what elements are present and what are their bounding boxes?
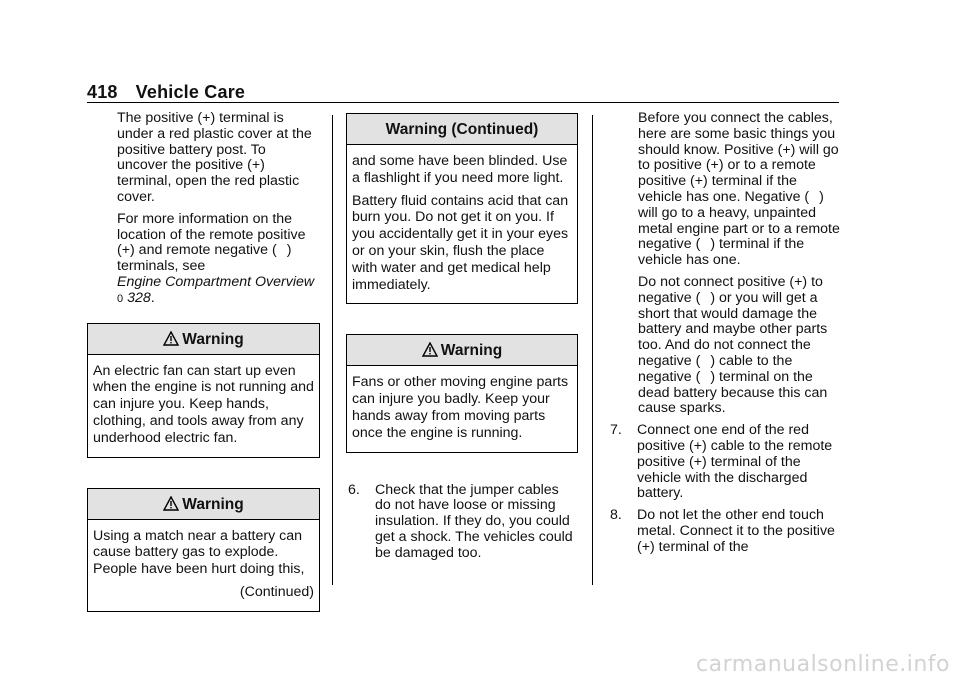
paragraph-positive-terminal: The positive (+) terminal is under a red plastic cover at the positive battery post. To uncover the positive (+) terminal, open the red plastic cover.	[117, 110, 312, 205]
step-text: Connect one end of the red positive (+) cable to the remote positive (+) terminal of the vehicle with the discharged battery.	[637, 422, 833, 502]
warning-header	[347, 335, 577, 366]
warning-header: Warning (Continued)	[347, 114, 577, 145]
warning-header	[88, 489, 319, 520]
warning-triangle-icon	[163, 491, 179, 523]
warning-body	[347, 366, 577, 451]
step-number: 7.	[610, 422, 622, 439]
watermark: carmanualsonline.info	[696, 652, 950, 677]
column-3	[608, 111, 840, 562]
page-ref-icon: 0	[117, 292, 124, 305]
warning-body	[88, 355, 319, 457]
warning-text-battery-gas: Using a match near a battery can cause battery gas to explode. People have been hurt doing this,	[93, 527, 305, 578]
column-1	[87, 111, 320, 642]
step-8	[608, 508, 840, 555]
warning-triangle-icon	[422, 337, 438, 369]
text-part: ) terminal on the dead battery because this can cause sparks.	[638, 368, 828, 417]
paragraph-basics	[608, 111, 840, 269]
warning-body	[88, 520, 319, 611]
warning-title: Warning	[182, 330, 244, 348]
page-header	[87, 82, 245, 103]
step-number: 8.	[610, 507, 622, 524]
text-part: ) cable to the negative (	[638, 352, 793, 385]
step-text: Check that the jumper cables do not have loose or missing insulation. If they do, you could get a shock. The vehicles could be damaged too.	[375, 481, 573, 561]
warning-title: Warning	[440, 342, 503, 360]
step-6	[346, 483, 578, 562]
column-2	[346, 113, 578, 568]
step-number: 6.	[348, 481, 360, 498]
warning-box-moving-parts	[346, 334, 578, 452]
warning-box-continued	[346, 113, 578, 304]
step-text: Do not let the other end touch metal. Connect it to the positive (+) terminal of the	[637, 507, 835, 555]
text-part: ) will go to a heavy, unpainted metal engine part or to a remote negative (	[638, 188, 840, 253]
page-number: 418	[87, 82, 118, 102]
warning-title: Warning	[182, 495, 244, 513]
step-7	[608, 423, 840, 502]
header-divider	[87, 102, 839, 103]
column-divider-2	[592, 115, 593, 585]
warning-box-electric-fan	[87, 323, 320, 458]
warning-text-fan: An electric fan can start up even when the engine is not running and can injure you. Keep hands, clothing, and tools away from any underhood electric fan.	[93, 362, 314, 446]
column-divider-1	[332, 115, 333, 585]
section-title: Vehicle Care	[135, 82, 246, 102]
continued-label: (Continued)	[239, 583, 314, 600]
warning-box-battery-gas	[87, 488, 320, 612]
warning-text-moving-parts: Fans or other moving engine parts can injure you badly. Keep your hands away from moving parts once the engine is running.	[352, 374, 569, 441]
paragraph-more-info: For more information on the location of the remote positive (+) and remote negative ( ) terminals, see Engine Compartment Overview 0 328.	[117, 210, 315, 306]
warning-body	[347, 145, 577, 303]
warning-text-battery-acid: Battery fluid contains acid that can burn you. Do not get it on you. If you accidentally get it in your eyes or on your skin, flush the place with water and get medical help immediately.	[352, 192, 569, 293]
warning-header	[88, 324, 319, 355]
page-ref-number[interactable]: 328	[127, 289, 151, 306]
more-info-text-2: ) terminals, see	[117, 242, 292, 275]
warning-triangle-icon	[163, 326, 179, 358]
text-part: ) or you will get a short that would damage the battery and maybe other parts too. And do not connect the negative (	[638, 289, 828, 369]
paragraph-do-not-connect	[608, 275, 840, 417]
warning-text-blinded: and some have been blinded. Use a flashlight if you need more light.	[352, 153, 568, 186]
text-part: ) terminal if the vehicle has one.	[638, 236, 805, 269]
more-info-text: For more information on the location of the remote positive (+) and remote negative (	[117, 210, 306, 259]
engine-compartment-link[interactable]: Engine Compartment Overview	[117, 273, 315, 290]
text-part: Do not connect positive (+) to negative (	[638, 273, 823, 306]
text-part: Before you connect the cables, here are some basic things you should know. Positive (+) will go to positive (+) or to a remote positive (+) terminal if the vehicle has one. Negative (	[638, 110, 839, 205]
